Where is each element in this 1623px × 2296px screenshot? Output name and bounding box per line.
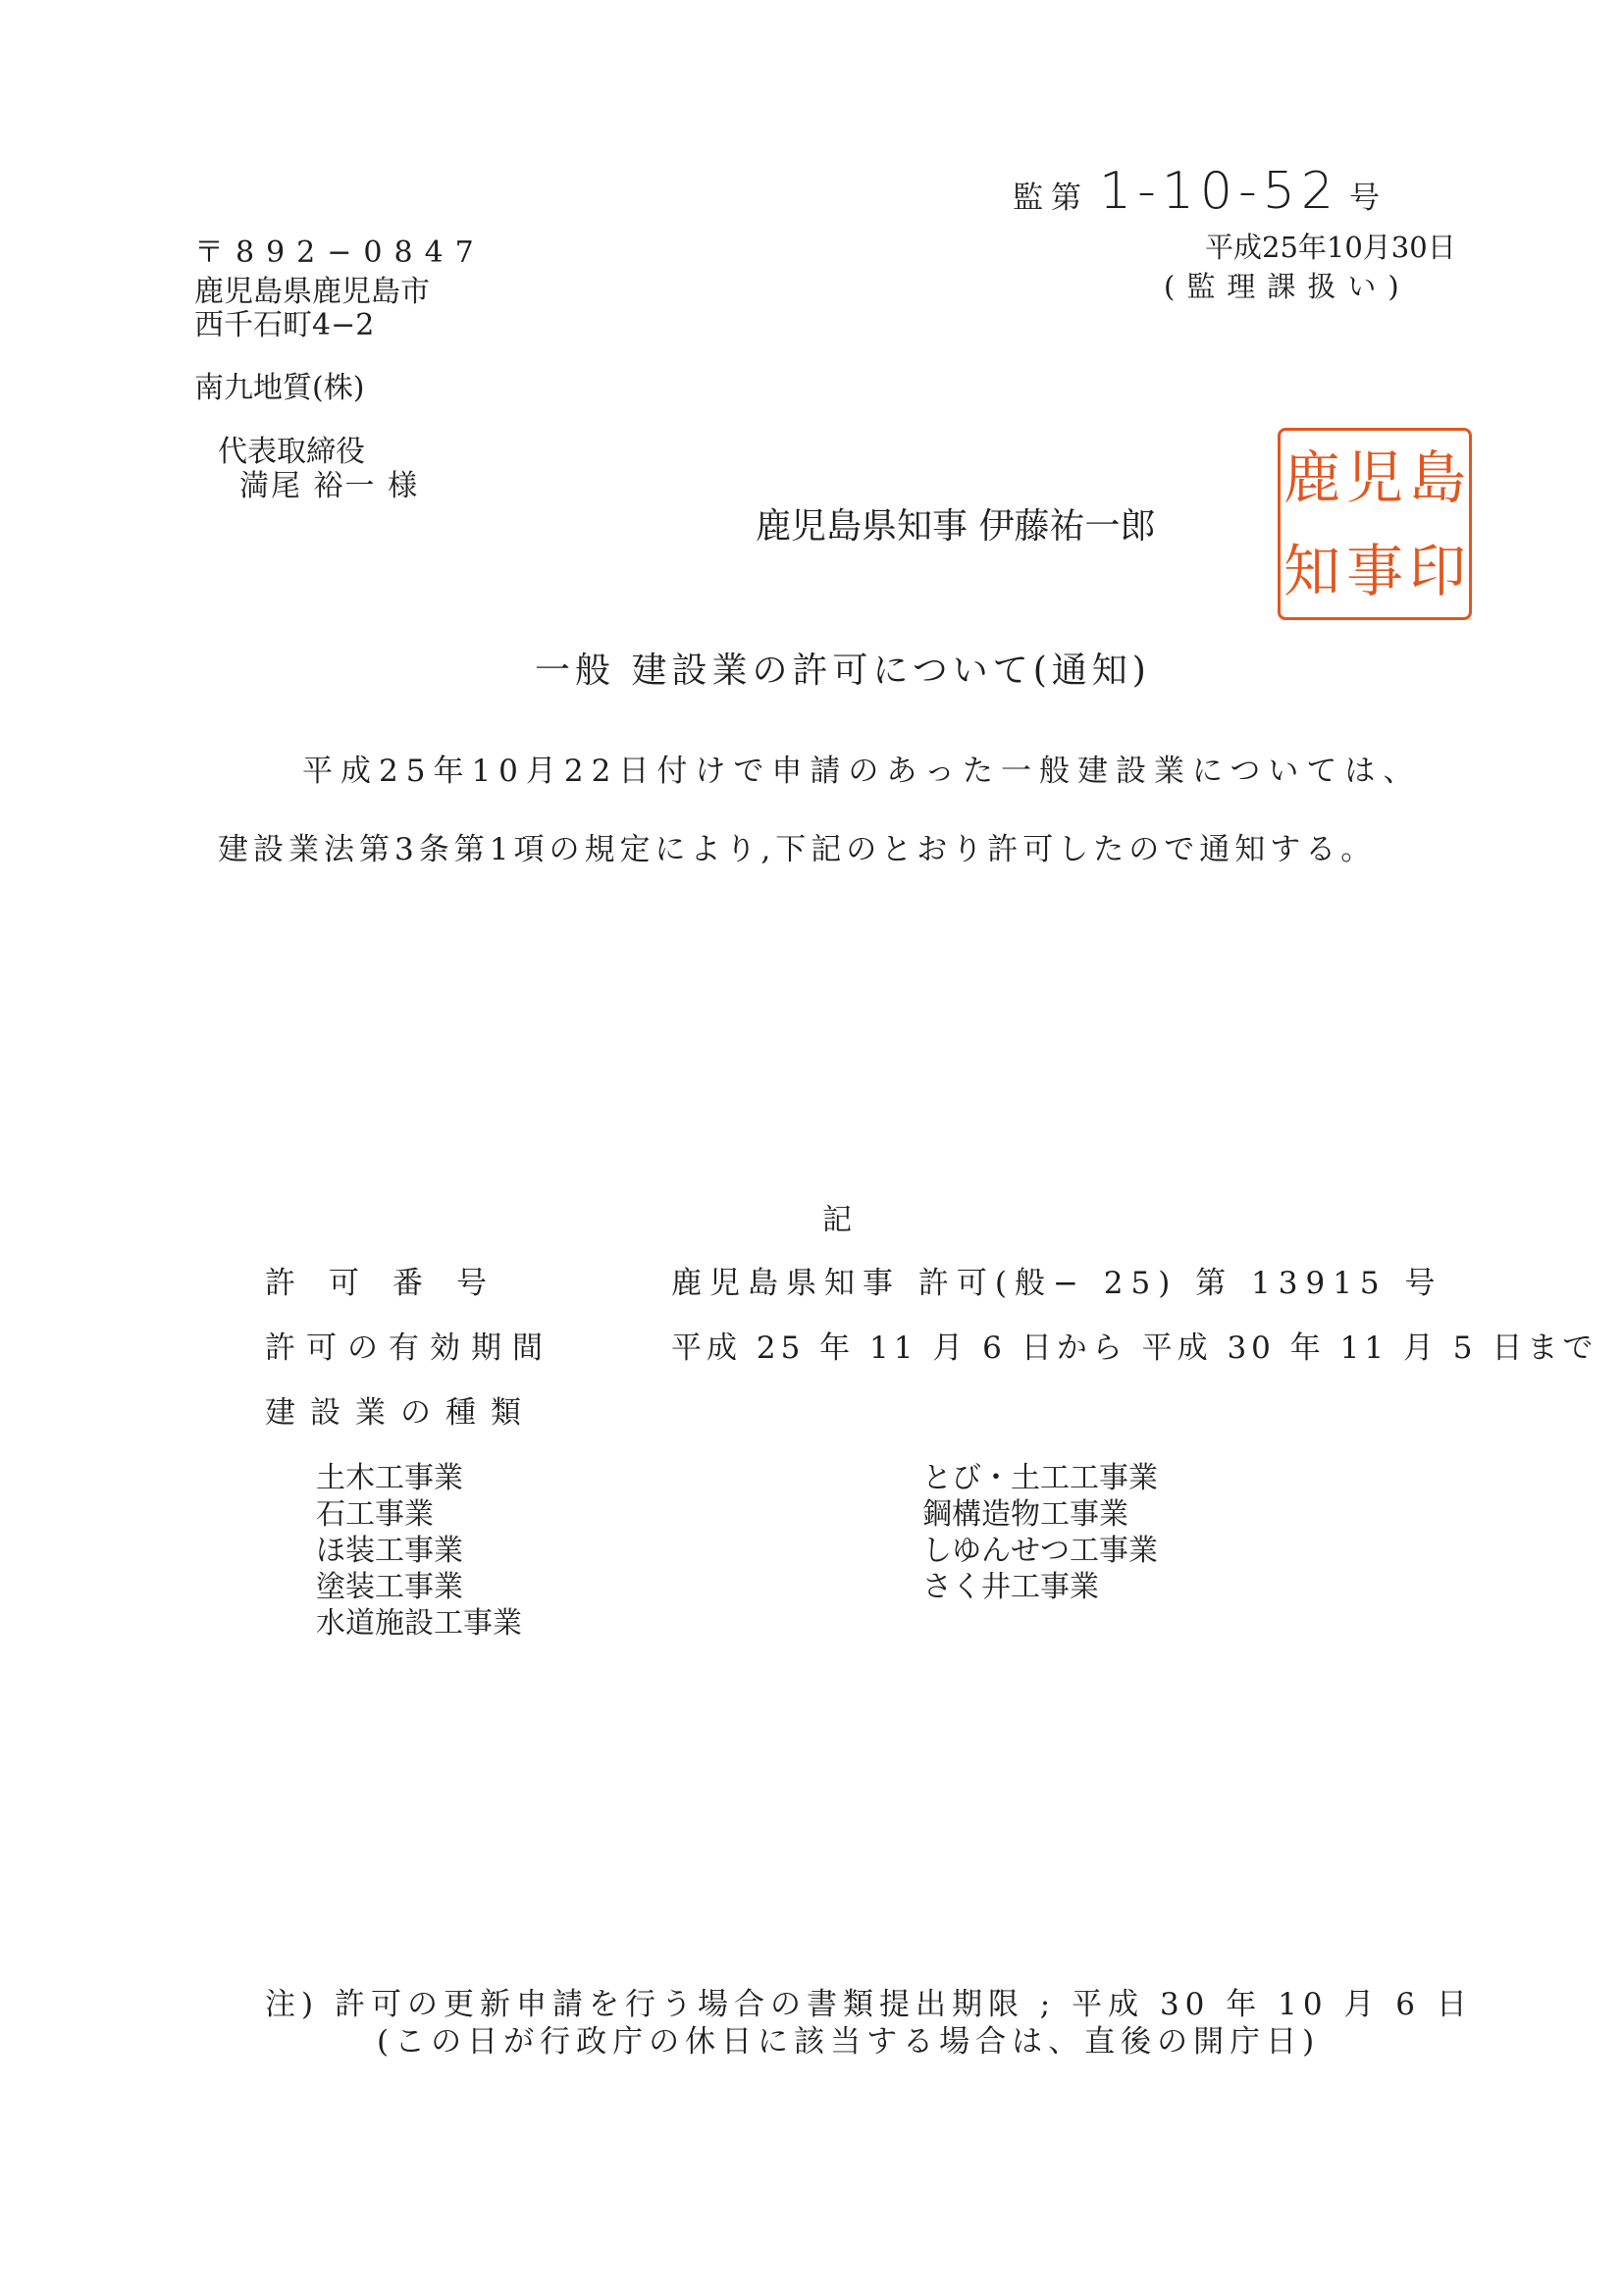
issuer-name: 鹿児島県知事 伊藤祐一郎 <box>756 506 1156 547</box>
official-seal <box>1278 428 1472 620</box>
business-types-right <box>922 1460 1158 1605</box>
list-item: 石工事業 <box>316 1497 434 1532</box>
list-item: ほ装工事業 <box>316 1534 463 1568</box>
list-item: 水道施設工事業 <box>316 1606 522 1641</box>
doc-number-value: 1-10-52 <box>1099 162 1339 221</box>
list-item: 土木工事業 <box>316 1461 463 1495</box>
recipient-name: 満尾 裕一 様 <box>239 469 420 503</box>
validity-value: 平成 25 年 11 月 6 日から 平成 30 年 11 月 5 日まで <box>671 1331 1598 1366</box>
list-item: とび・土工工事業 <box>922 1461 1158 1495</box>
list-item: 鋼構造物工事業 <box>922 1497 1128 1532</box>
document-subject: 一般 建設業の許可について(通知) <box>535 651 1151 691</box>
list-item: さく井工事業 <box>922 1570 1099 1604</box>
seal-char: 事 <box>1345 537 1403 604</box>
permit-number-value: 鹿児島県知事 許可(般− 25) 第 13915 号 <box>671 1266 1443 1301</box>
seal-char: 児 <box>1345 444 1403 511</box>
seal-char: 知 <box>1283 537 1340 604</box>
doc-number-suffix: 号 <box>1348 181 1387 216</box>
seal-char: 印 <box>1408 537 1466 604</box>
ki-heading: 記 <box>822 1203 852 1237</box>
seal-char: 鹿 <box>1283 444 1340 511</box>
validity-label: 許可の有効期間 <box>265 1331 553 1366</box>
renewal-note-sub: (この日が行政庁の休日に該当する場合は、直後の開庁日) <box>377 2024 1321 2060</box>
list-item: 塗装工事業 <box>316 1570 463 1604</box>
department: (監理課扱い) <box>1164 270 1411 303</box>
list-item: しゆんせつ工事業 <box>922 1534 1158 1568</box>
renewal-note: 注) 許可の更新申請を行う場合の書類提出期限 ; 平成 30 年 10 月 6 日 <box>265 1987 1473 2022</box>
seal-char: 島 <box>1408 444 1466 511</box>
business-types-left <box>316 1460 522 1642</box>
doc-number-prefix: 監第 <box>1013 181 1089 216</box>
body-line-1: 平成25年10月22日付けで申請のあった一般建設業については、 <box>302 754 1422 789</box>
types-label: 建設業の種類 <box>265 1395 536 1431</box>
document-number <box>1013 162 1387 221</box>
address-line-1: 鹿児島県鹿児島市 <box>194 275 430 309</box>
body-line-2: 建設業法第3条第1項の規定により,下記のとおり許可したので通知する。 <box>218 832 1377 867</box>
issue-date: 平成25年10月30日 <box>1205 231 1456 264</box>
postal-code: 〒892−0847 <box>194 235 486 270</box>
permit-number-label: 許可番号 <box>265 1266 520 1301</box>
address-line-2: 西千石町4−2 <box>194 308 375 342</box>
recipient-title: 代表取締役 <box>218 435 365 469</box>
recipient-company: 南九地質(株) <box>194 371 365 405</box>
